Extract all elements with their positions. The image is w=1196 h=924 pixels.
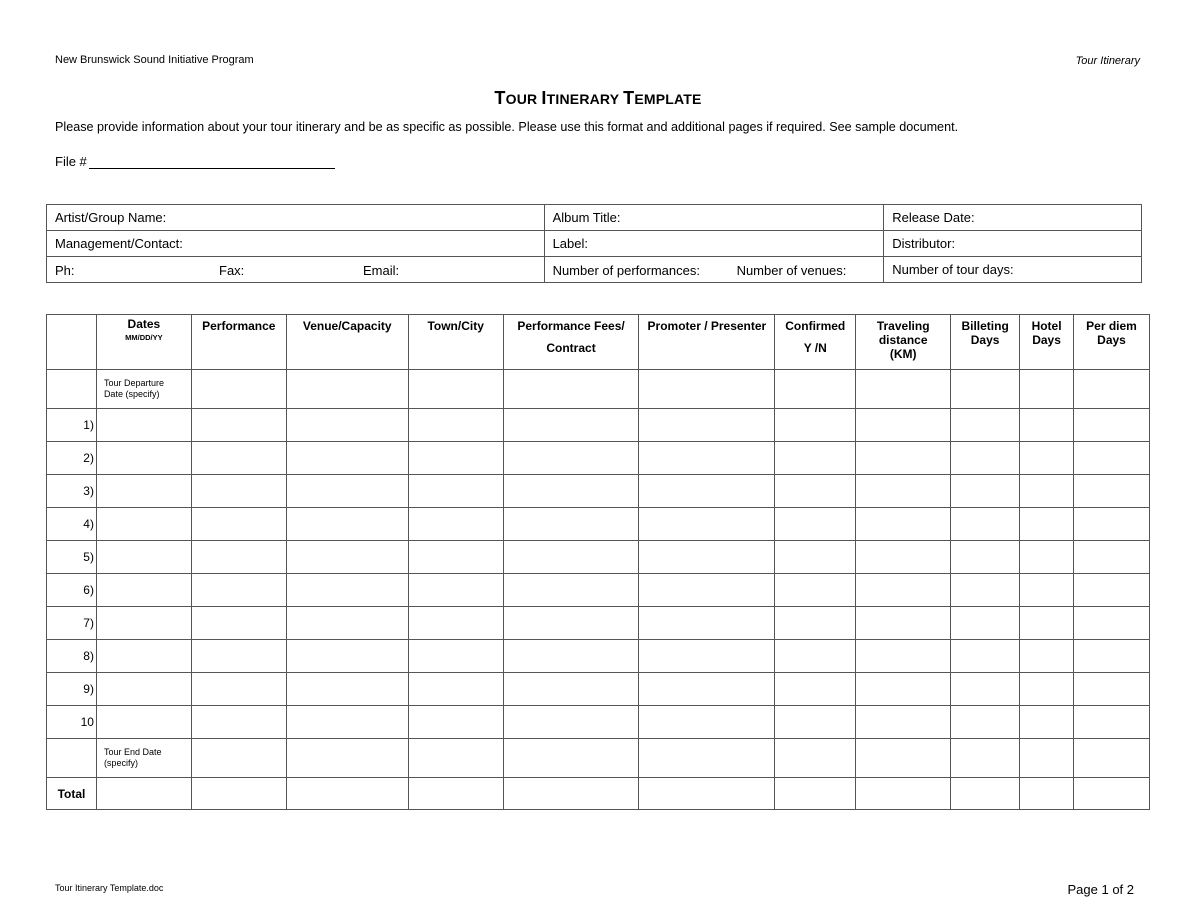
table-cell[interactable] [775,370,856,409]
total-row [47,778,1150,810]
table-cell[interactable] [96,541,191,574]
table-cell[interactable] [191,739,286,778]
table-cell[interactable] [639,409,775,442]
table-cell[interactable] [286,442,408,475]
table-cell[interactable] [1074,739,1150,778]
billeting-days-header: Billeting Days [951,315,1020,370]
table-cell[interactable] [951,739,1020,778]
table-cell[interactable] [639,640,775,673]
row-number: 7) [47,607,97,640]
table-cell[interactable] [286,508,408,541]
table-row [47,673,1150,706]
table-cell[interactable] [408,442,503,475]
fax-label: Fax: [219,263,245,278]
table-cell[interactable] [775,640,856,673]
artist-info-table [46,204,1142,283]
table-cell[interactable] [1074,370,1150,409]
file-number-line[interactable] [89,154,335,169]
table-cell[interactable] [503,574,639,607]
table-cell[interactable] [1074,673,1150,706]
table-cell[interactable] [775,574,856,607]
traveling-distance-header: Traveling distance (KM) [856,315,951,370]
table-cell[interactable] [1074,508,1150,541]
table-cell[interactable] [856,409,951,442]
table-cell[interactable] [503,508,639,541]
performance-header: Performance [191,315,286,370]
table-cell[interactable] [191,508,286,541]
table-cell[interactable] [1020,442,1074,475]
table-cell[interactable] [503,541,639,574]
table-cell[interactable] [856,778,951,810]
table-cell[interactable] [191,778,286,810]
document-type: Tour Itinerary [1075,55,1140,67]
table-cell[interactable] [1020,370,1074,409]
table-cell[interactable] [503,370,639,409]
table-cell[interactable] [191,409,286,442]
performance-counts-field[interactable] [544,257,884,283]
table-cell[interactable] [951,574,1020,607]
file-number-label: File # [55,154,87,169]
row-number: 8) [47,640,97,673]
table-row [47,541,1150,574]
table-cell[interactable] [286,739,408,778]
performances-label: Number of performances: [552,263,700,278]
table-cell[interactable] [775,778,856,810]
row-number-header [47,315,97,370]
row-number: 5) [47,541,97,574]
table-cell[interactable] [951,370,1020,409]
table-cell[interactable] [1074,442,1150,475]
table-cell[interactable] [856,607,951,640]
confirmed-header: Confirmed Y /N [775,315,856,370]
table-cell[interactable] [1020,739,1074,778]
table-cell[interactable] [1020,508,1074,541]
table-cell[interactable] [1020,778,1074,810]
tour-departure-label: Tour Departure Date (specify) [96,370,191,409]
table-cell[interactable] [96,607,191,640]
table-cell[interactable] [639,607,775,640]
table-cell[interactable] [639,541,775,574]
table-cell[interactable] [96,442,191,475]
table-cell[interactable] [856,673,951,706]
table-cell[interactable] [775,475,856,508]
table-cell[interactable] [951,607,1020,640]
table-cell[interactable] [1020,673,1074,706]
dates-header: Dates MM/DD/YY [96,315,191,370]
table-cell[interactable] [191,673,286,706]
table-cell[interactable] [951,673,1020,706]
table-cell[interactable] [856,475,951,508]
table-cell[interactable] [286,475,408,508]
table-row [47,706,1150,739]
table-cell[interactable] [951,508,1020,541]
table-cell[interactable] [1020,607,1074,640]
table-cell[interactable] [408,706,503,739]
table-cell[interactable] [775,508,856,541]
table-cell[interactable] [408,541,503,574]
row-number: 2) [47,442,97,475]
table-cell[interactable] [408,409,503,442]
town-city-header: Town/City [408,315,503,370]
table-cell[interactable] [503,778,639,810]
table-cell[interactable] [951,541,1020,574]
table-cell[interactable] [503,409,639,442]
table-cell[interactable] [96,475,191,508]
table-cell[interactable] [775,739,856,778]
table-cell[interactable] [191,370,286,409]
row-number: 6) [47,574,97,607]
table-cell[interactable] [951,442,1020,475]
table-cell[interactable] [96,706,191,739]
table-cell[interactable] [96,673,191,706]
table-cell[interactable] [1020,409,1074,442]
table-cell[interactable] [286,409,408,442]
table-cell[interactable] [96,508,191,541]
promoter-presenter-header: Promoter / Presenter [639,315,775,370]
table-cell[interactable] [191,541,286,574]
table-cell[interactable] [191,607,286,640]
table-cell[interactable] [503,706,639,739]
table-cell[interactable] [639,574,775,607]
table-cell[interactable] [191,442,286,475]
table-cell[interactable] [286,607,408,640]
table-cell[interactable] [639,370,775,409]
table-cell[interactable] [856,442,951,475]
table-cell[interactable] [1020,640,1074,673]
table-row [47,574,1150,607]
row-number: 4) [47,508,97,541]
hotel-days-header: Hotel Days [1020,315,1074,370]
tour-end-row [47,739,1150,778]
table-cell[interactable] [408,778,503,810]
table-cell[interactable] [503,607,639,640]
program-name: New Brunswick Sound Initiative Program [55,54,254,66]
table-cell[interactable] [775,409,856,442]
table-cell[interactable] [1020,574,1074,607]
row-number: 9) [47,673,97,706]
table-cell[interactable] [639,706,775,739]
table-cell[interactable] [503,442,639,475]
table-cell[interactable] [1074,706,1150,739]
release-date-field[interactable]: Release Date: [884,205,1142,231]
album-title-field[interactable]: Album Title: [544,205,884,231]
footer-filename: Tour Itinerary Template.doc [55,883,164,893]
table-cell[interactable] [96,574,191,607]
table-cell[interactable] [1074,607,1150,640]
table-cell[interactable] [639,508,775,541]
table-cell[interactable] [856,574,951,607]
table-row [47,409,1150,442]
page-title: TOUR ITINERARY TEMPLATE [494,88,702,108]
table-cell[interactable] [286,541,408,574]
table-cell[interactable] [191,574,286,607]
table-cell[interactable] [96,640,191,673]
table-cell[interactable] [503,673,639,706]
table-cell[interactable] [408,607,503,640]
table-cell[interactable] [856,370,951,409]
venue-capacity-header: Venue/Capacity [286,315,408,370]
table-cell[interactable] [1020,541,1074,574]
table-cell[interactable] [639,475,775,508]
table-cell[interactable] [1074,541,1150,574]
table-cell[interactable] [1074,475,1150,508]
table-cell[interactable] [408,673,503,706]
table-cell[interactable] [1074,778,1150,810]
table-cell[interactable] [856,739,951,778]
table-cell[interactable] [951,475,1020,508]
table-cell[interactable] [639,778,775,810]
table-cell[interactable] [775,706,856,739]
table-cell[interactable] [408,370,503,409]
phone-label: Ph: [55,263,75,278]
table-cell[interactable] [1020,475,1074,508]
venues-label: Number of venues: [736,263,847,278]
table-cell[interactable] [408,475,503,508]
table-cell[interactable] [856,640,951,673]
table-cell[interactable] [286,778,408,810]
table-row [47,442,1150,475]
table-cell[interactable] [1074,574,1150,607]
table-cell[interactable] [286,706,408,739]
table-cell[interactable] [96,409,191,442]
table-cell[interactable] [191,706,286,739]
row-number: 10 [47,706,97,739]
table-cell[interactable] [639,739,775,778]
table-cell[interactable] [408,574,503,607]
tour-days-field[interactable]: Number of tour days: [884,257,1142,283]
row-number: 1) [47,409,97,442]
contact-numbers-field[interactable] [47,257,545,283]
table-cell [47,739,97,778]
row-number: 3) [47,475,97,508]
table-cell[interactable] [503,739,639,778]
table-cell [47,370,97,409]
table-cell[interactable] [408,640,503,673]
table-cell[interactable] [1074,409,1150,442]
table-cell[interactable] [951,409,1020,442]
itinerary-table [46,314,1150,810]
table-cell[interactable] [775,673,856,706]
table-cell[interactable] [775,541,856,574]
table-cell[interactable] [286,370,408,409]
tour-end-label: Tour End Date (specify) [96,739,191,778]
distributor-field[interactable]: Distributor: [884,231,1142,257]
intro-text: Please provide information about your tour itinerary and be as specific as possible. Please use this format and additional pages if required. See sample document. [55,120,959,134]
table-cell[interactable] [408,739,503,778]
table-cell[interactable] [856,508,951,541]
table-cell[interactable] [286,640,408,673]
performance-fees-header: Performance Fees/ Contract [503,315,639,370]
table-cell[interactable] [96,778,191,810]
table-cell[interactable] [286,673,408,706]
email-label: Email: [363,263,400,278]
table-row [47,508,1150,541]
file-number-field[interactable] [55,154,335,169]
table-cell[interactable] [1074,640,1150,673]
table-cell[interactable] [639,442,775,475]
management-contact-field[interactable]: Management/Contact: [47,231,545,257]
table-cell[interactable] [856,541,951,574]
table-row [47,640,1150,673]
per-diem-days-header: Per diem Days [1074,315,1150,370]
table-cell[interactable] [639,673,775,706]
table-cell[interactable] [191,475,286,508]
table-cell[interactable] [951,706,1020,739]
page-number: Page 1 of 2 [1067,882,1134,897]
table-cell[interactable] [503,475,639,508]
table-cell[interactable] [856,706,951,739]
table-row [47,475,1150,508]
table-cell[interactable] [503,640,639,673]
tour-departure-row [47,370,1150,409]
itinerary-header-row [47,315,1150,370]
total-label: Total [47,778,97,810]
artist-name-field[interactable]: Artist/Group Name: [47,205,545,231]
table-cell[interactable] [1020,706,1074,739]
table-cell[interactable] [951,640,1020,673]
table-cell[interactable] [951,778,1020,810]
table-cell[interactable] [775,442,856,475]
table-cell[interactable] [191,640,286,673]
table-row [47,607,1150,640]
label-field[interactable]: Label: [544,231,884,257]
table-cell[interactable] [775,607,856,640]
table-cell[interactable] [408,508,503,541]
table-cell[interactable] [286,574,408,607]
